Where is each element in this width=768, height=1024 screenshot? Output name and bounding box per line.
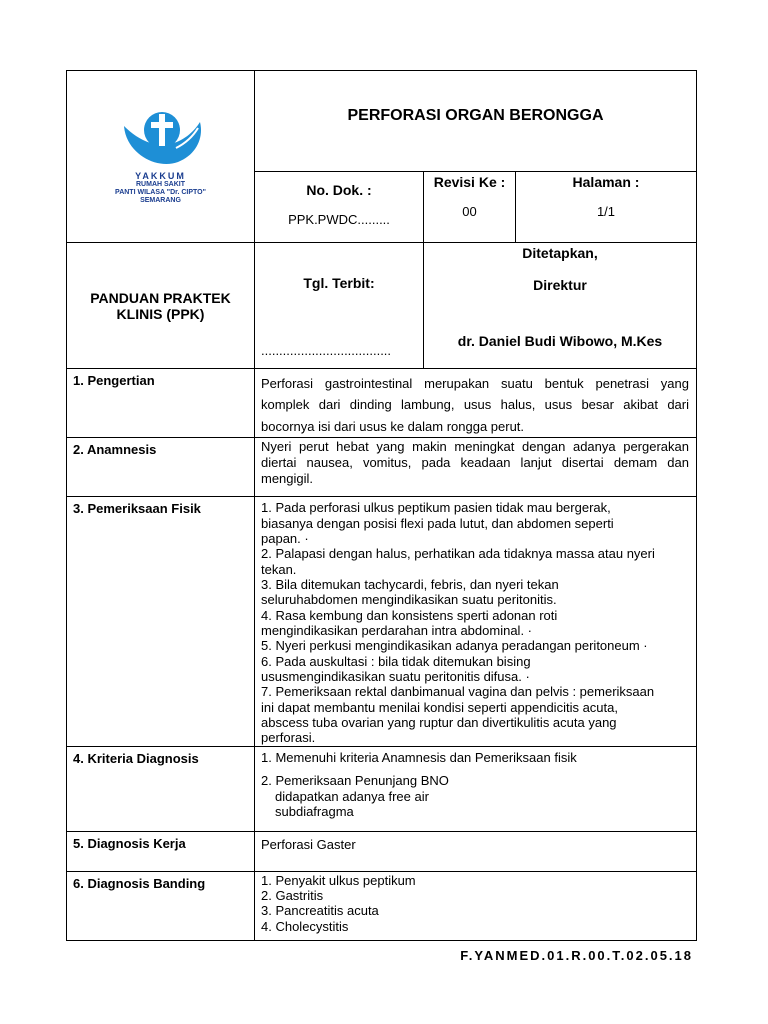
pemeriksaan-fisik-list — [255, 497, 696, 745]
list-item: 7. Pemeriksaan rektal danbimanual vagina dan pelvis : pemeriksaan ini dapat membantu menilai kondisi seperti appendicitis acuta, abscess tuba ovarian yang ruptur dan divertikulitis acuta yang perforasi. — [261, 684, 655, 746]
ppk-label-cell — [67, 243, 255, 369]
tgl-terbit-label: Tgl. Terbit: — [303, 275, 375, 291]
document-title-cell — [255, 71, 697, 172]
list-item: 2. Gastritis — [261, 887, 324, 903]
list-item: 1. Memenuhi kriteria Anamnesis dan Pemeriksaan fisik — [261, 749, 577, 765]
pemeriksaan-fisik-content-cell — [255, 497, 697, 746]
list-item: 1. Pada perforasi ulkus peptikum pasien tidak mau bergerak, biasanya dengan posisi flexi pada lutut, dan abdomen seperti papan. · — [261, 500, 614, 546]
diagnosis-kerja-label-cell — [67, 831, 255, 871]
pemeriksaan-fisik-label-cell — [67, 497, 255, 746]
anamnesis-label-cell — [67, 438, 255, 497]
list-item: 6. Pada auskultasi : bila tidak ditemukan bising ususmengindikasikan suatu peritonitis difusa. · — [261, 653, 531, 684]
pengertian-label-cell — [67, 369, 255, 438]
halaman-label: Halaman : — [572, 174, 640, 190]
kriteria-diagnosis-content-cell — [255, 746, 697, 831]
diagnosis-banding-label: 6. Diagnosis Banding — [73, 875, 206, 891]
direktur-label: Direktur — [533, 277, 587, 293]
diagnosis-banding-content-cell — [255, 871, 697, 940]
diagnosis-banding-label-cell — [67, 871, 255, 940]
anamnesis-label: 2. Anamnesis — [73, 442, 157, 458]
logo-line-2: PANTI WILASA "Dr. CIPTO" — [115, 189, 206, 197]
list-item: 3. Bila ditemukan tachycardi, febris, dan nyeri tekan seluruhabdomen mengindikasikan suatu peritonitis. — [261, 576, 559, 608]
director-name: dr. Daniel Budi Wibowo, M.Kes — [457, 333, 663, 349]
list-item: 4. Rasa kembung dan konsistens sperti adonan roti mengindikasikan perdarahan intra abdominal. · — [261, 607, 558, 638]
logo-org-name: YAKKUM — [135, 171, 186, 182]
ditetapkan-label: Ditetapkan, — [522, 245, 598, 261]
pengertian-content-cell — [255, 369, 697, 438]
diagnosis-kerja-text: Perforasi Gaster — [261, 836, 356, 852]
anamnesis-content-cell — [255, 438, 697, 497]
halaman-cell — [516, 172, 697, 243]
diagnosis-banding-list — [255, 872, 696, 934]
logo-line-1: RUMAH SAKIT — [136, 181, 185, 189]
list-item: 1. Penyakit ulkus peptikum — [261, 872, 416, 888]
form-code: F.YANMED.01.R.00.T.02.05.18 — [460, 948, 693, 963]
list-item: 2. Pemeriksaan Penunjang BNO didapatkan adanya free air subdiafragma — [261, 773, 449, 820]
list-item: 3. Pancreatitis acuta — [261, 903, 379, 919]
yakkum-dove-cross-icon — [116, 108, 206, 170]
list-item: 2. Palapasi dengan halus, perhatikan ada tidaknya massa atau nyeri tekan. — [261, 546, 655, 577]
kriteria-diagnosis-label: 4. Kriteria Diagnosis — [73, 750, 199, 766]
revisi-cell — [424, 172, 516, 243]
logo-line-3: SEMARANG — [140, 196, 181, 204]
kriteria-diagnosis-list — [255, 747, 696, 820]
pengertian-text: Perforasi gastrointestinal merupakan suatu bentuk penetrasi yang komplek dari dinding lambung, usus halus, usus besar akibat dari bocornya isi dari usus ke dalam rongga perut. — [261, 376, 689, 434]
logo-cell — [67, 71, 255, 243]
hospital-logo — [106, 108, 216, 204]
ppk-document-table — [66, 70, 697, 941]
anamnesis-text: Nyeri perut hebat yang makin meningkat dengan adanya pergerakan diertai nausea, vomitus, pada keadaan lanjut disertai demam dan mengigil. — [261, 439, 689, 486]
list-item: 4. Cholecystitis — [261, 918, 349, 934]
diagnosis-kerja-label: 5. Diagnosis Kerja — [73, 835, 186, 851]
tgl-terbit-value: .................................... — [261, 343, 392, 358]
ditetapkan-cell — [424, 243, 697, 369]
no-dok-value: PPK.PWDC......... — [288, 212, 390, 227]
no-dok-label: No. Dok. : — [306, 182, 372, 198]
revisi-value: 00 — [462, 204, 477, 219]
kriteria-diagnosis-label-cell — [67, 746, 255, 831]
document-title: PERFORASI ORGAN BERONGGA — [347, 107, 604, 124]
pemeriksaan-fisik-label: 3. Pemeriksaan Fisik — [73, 501, 201, 517]
diagnosis-kerja-content-cell — [255, 831, 697, 871]
revisi-label: Revisi Ke : — [433, 174, 506, 190]
ppk-label: PANDUAN PRAKTEK KLINIS (PPK) — [90, 289, 231, 322]
tgl-terbit-cell — [255, 243, 424, 369]
halaman-value: 1/1 — [596, 204, 616, 219]
no-dok-cell — [255, 172, 424, 243]
pengertian-label: 1. Pengertian — [73, 373, 155, 388]
list-item: 5. Nyeri perkusi mengindikasikan adanya peradangan peritoneum · — [261, 638, 648, 654]
